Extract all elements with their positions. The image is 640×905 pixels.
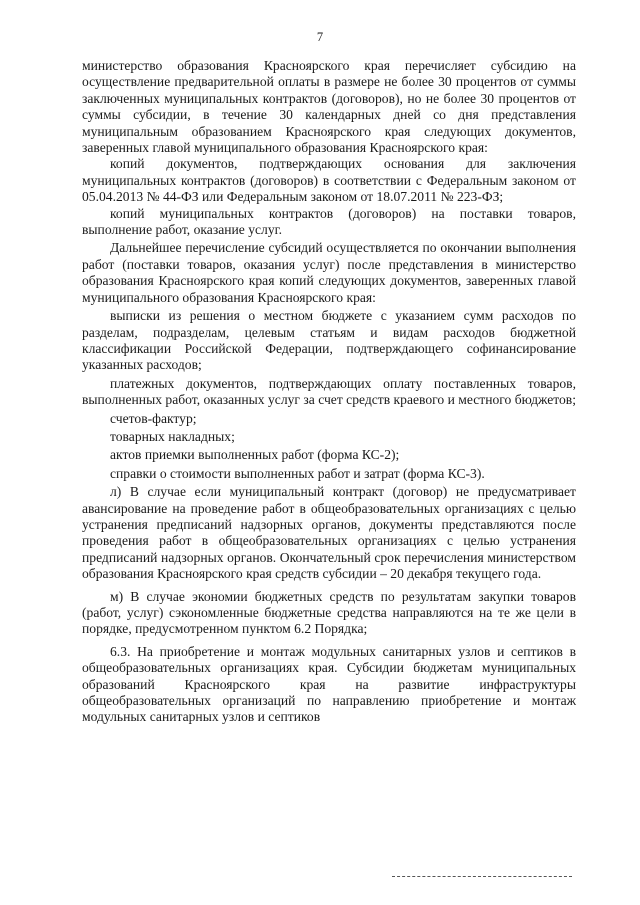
paragraph: копий муниципальных контрактов (договоров) на поставки товаров, выполнение работ, оказание услуг. xyxy=(82,205,576,238)
paragraph: платежных документов, подтверждающих оплату поставленных товаров, выполненных работ, оказанных услуг за счет средств краевого и местного бюджетов; xyxy=(82,375,576,408)
list-item: актов приемки выполненных работ (форма КС-2); xyxy=(110,447,400,463)
footer-divider xyxy=(392,876,572,877)
list-item: справки о стоимости выполненных работ и затрат (форма КС-3). xyxy=(110,465,485,481)
list-item: товарных накладных; xyxy=(110,428,235,444)
document-body xyxy=(82,58,576,726)
paragraph: л) В случае если муниципальный контракт (договор) не предусматривает авансирование на проведение работ в общеобразовательных организациях с целью устранения предписаний надзорных органов, документы представляются после проведения работ в общеобразовательных организациях с целью устранения предписаний надзорных органов. Окончательный срок перечисления министерством образования Красноярского края средств субсидии – 20 декабря текущего года. xyxy=(82,484,576,582)
page-number: 7 xyxy=(316,30,324,44)
paragraph: м) В случае экономии бюджетных средств по результатам закупки товаров (работ, услуг) сэкономленные бюджетные средства направляются на те же цели в порядке, предусмотренном пунктом 6.2 Порядка; xyxy=(82,588,576,637)
paragraph: Дальнейшее перечисление субсидий осуществляется по окончании выполнения работ (поставки товаров, оказания услуг) после представления в министерство образования Красноярского края копий следующих документов, заверенных главой муниципального образования Красноярского края: xyxy=(82,240,576,305)
paragraph: выписки из решения о местном бюджете с указанием сумм расходов по разделам, подразделам, целевым статьям и видам расходов бюджетной классификации Российской Федерации, подтверждающего софинансирование указанных расходов; xyxy=(82,308,576,373)
paragraph: 6.3. На приобретение и монтаж модульных санитарных узлов и септиков в общеобразовательных организациях края. Субсидии бюджетам муниципальных образований Красноярского края на развитие инфраструктуры общеобразовательных организаций по направлению приобретение и монтаж модульных санитарных узлов и септиков xyxy=(82,643,576,725)
list-item: счетов-фактур; xyxy=(110,410,197,426)
paragraph: копий документов, подтверждающих основания для заключения муниципальных контрактов (договоров) в соответствии с Федеральным законом от 05.04.2013 № 44-ФЗ или Федеральным законом от 18.07.2011 № 223-ФЗ; xyxy=(82,156,576,205)
paragraph: министерство образования Красноярского края перечисляет субсидию на осуществление предварительной оплаты в размере не более 30 процентов от суммы заключенных муниципальных контрактов (договоров), но не более 30 процентов от суммы субсидии, в течение 30 календарных дней со дня представления муниципальным образованием Красноярского края следующих документов, заверенных главой муниципального образования Красноярского края: xyxy=(82,58,576,156)
